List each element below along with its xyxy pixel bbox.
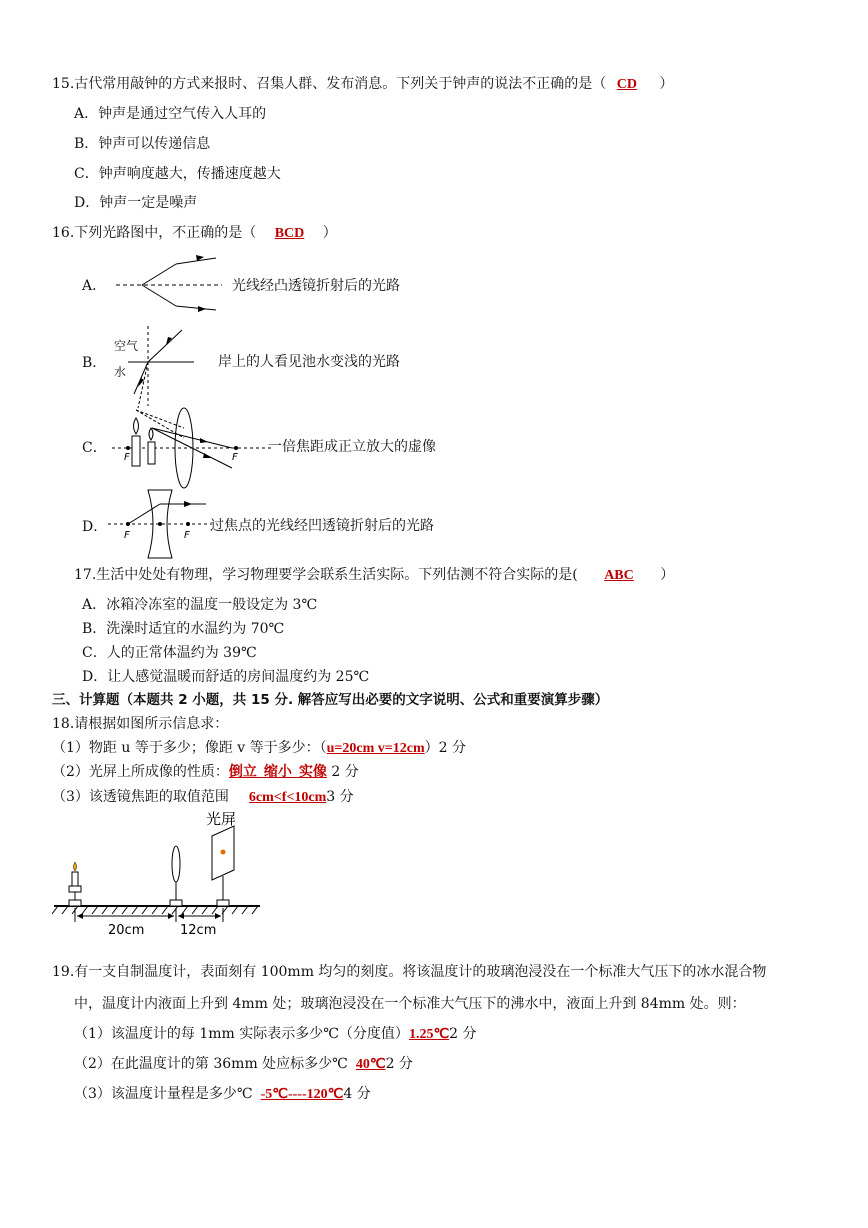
q15-stem: 15.古代常用敲钟的方式来报时、召集人群、发布消息。下列关于钟声的说法不正确的是（ CD ） — [52, 76, 674, 92]
distance-label-20cm: 20cm — [108, 923, 145, 938]
optical-bench-figure — [52, 810, 262, 940]
q16-d-letter: D． — [82, 519, 108, 535]
q16-d-desc: 过焦点的光线经凹透镜折射后的光路 — [210, 518, 434, 534]
q18-answer3: 6cm<f<10cm — [248, 790, 327, 805]
q19-answer3: -5℃----120℃ — [260, 1087, 344, 1102]
q16-c-desc: 一倍焦距成正立放大的虚像 — [268, 439, 436, 455]
focus-label: F — [232, 452, 238, 463]
virtual-image-diagram — [112, 404, 272, 492]
q19-part2: （2）在此温度计的第 36mm 处应标多少℃ 40℃2 分 — [74, 1056, 413, 1072]
q16-answer: BCD — [274, 226, 305, 241]
q17-option-a: A．冰箱冷冻室的温度一般设定为 3℃ — [82, 597, 318, 613]
focus-label: F — [184, 530, 190, 541]
convex-lens-refraction-diagram — [112, 250, 232, 320]
q16-b-desc: 岸上的人看见池水变浅的光路 — [218, 354, 400, 370]
q19-answer1: 1.25℃ — [408, 1027, 450, 1042]
q16-a-desc: 光线经凸透镜折射后的光路 — [232, 278, 400, 294]
q16-stem: 16.下列光路图中，不正确的是（ BCD ） — [52, 225, 337, 241]
q18-stem: 18.请根据如图所示信息求： — [52, 716, 229, 732]
q17-stem: 17.生活中处处有物理，学习物理要学会联系生活实际。下列估测不符合实际的是( ABC ） — [74, 567, 675, 583]
q15-option-b: B．钟声可以传递信息 — [74, 136, 211, 152]
concave-lens-diagram — [108, 486, 212, 560]
focus-label: F — [124, 530, 130, 541]
q15-option-d: D．钟声一定是噪声 — [74, 195, 198, 211]
q19-answer2: 40℃ — [355, 1057, 386, 1072]
q17-option-b: B．洗澡时适宜的水温约为 70℃ — [82, 621, 285, 637]
q18-part1: （1）物距 u 等于多少；像距 v 等于多少：（u=20cm v=12cm）2 分 — [52, 740, 466, 756]
air-label: 空气 — [114, 339, 139, 353]
section-heading: 三、计算题（本题共 2 小题，共 15 分. 解答应写出必要的文字说明、公式和重要演算步骤） — [52, 692, 609, 708]
q19-stem-line2: 中，温度计内液面上升到 4mm 处；玻璃泡浸没在一个标准大气压下的沸水中，液面上升到 84mm 处。则： — [74, 996, 746, 1012]
q18-part2: （2）光屏上所成像的性质：倒立 缩小 实像 2 分 — [52, 764, 359, 780]
distance-label-12cm: 12cm — [180, 923, 217, 938]
q15-option-a: A．钟声是通过空气传入人耳的 — [74, 106, 267, 122]
q17-option-c: C．人的正常体温约为 39℃ — [82, 645, 257, 661]
screen-label: 光屏 — [206, 810, 237, 828]
focus-label: F — [124, 452, 130, 463]
q15-answer: CD — [616, 77, 637, 92]
q16-a-letter: A． — [82, 278, 107, 294]
q18-part3: （3）该透镜焦距的取值范围 6cm<f<10cm3 分 — [52, 789, 354, 805]
q16-b-letter: B． — [82, 355, 107, 371]
q17-answer: ABC — [604, 568, 634, 583]
q18-answer1: u=20cm v=12cm — [326, 741, 425, 756]
water-label: 水 — [114, 365, 127, 379]
q15-option-c: C．钟声响度越大，传播速度越大 — [74, 166, 281, 182]
q16-c-letter: C． — [82, 440, 107, 456]
q19-part1: （1）该温度计的每 1mm 实际表示多少℃（分度值）1.25℃2 分 — [74, 1026, 477, 1042]
q19-stem-line1: 19.有一支自制温度计，表面刻有 100mm 均匀的刻度。将该温度计的玻璃泡浸没在一个标准大气压下的冰水混合物 — [52, 964, 767, 980]
q19-part3: （3）该温度计量程是多少℃ -5℃----120℃4 分 — [74, 1086, 371, 1102]
q18-answer2: 倒立 缩小 实像 — [228, 765, 327, 780]
q17-option-d: D．让人感觉温暖而舒适的房间温度约为 25℃ — [82, 669, 370, 685]
